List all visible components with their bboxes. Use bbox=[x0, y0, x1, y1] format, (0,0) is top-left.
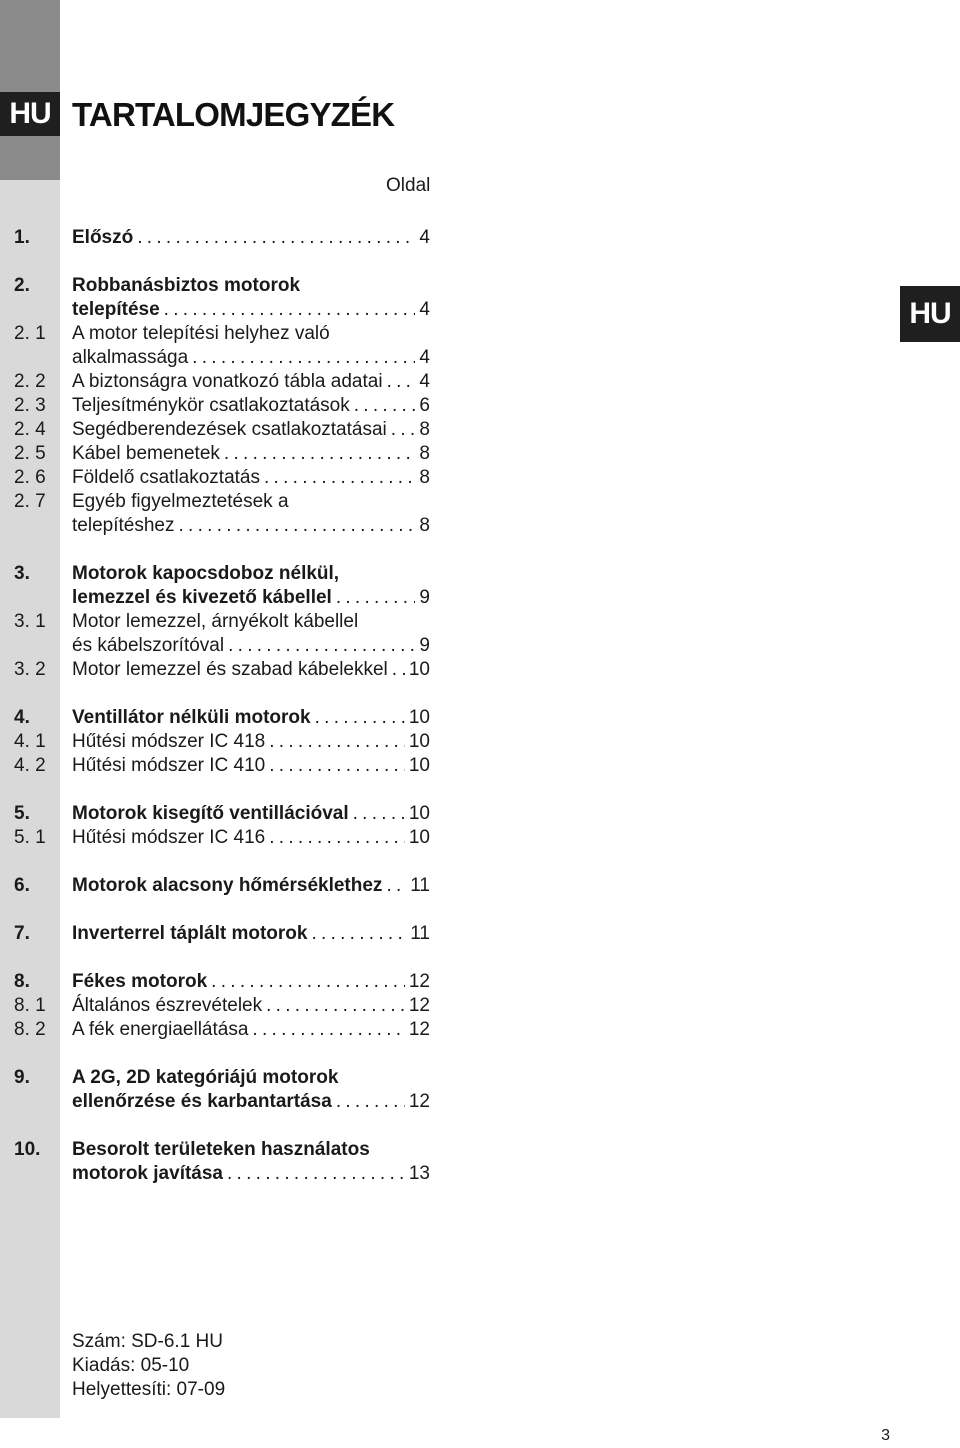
toc-entry-number: 8. bbox=[14, 971, 30, 992]
toc-line bbox=[0, 754, 440, 778]
page-column-label: Oldal bbox=[386, 175, 431, 196]
toc-entry[interactable] bbox=[72, 370, 430, 394]
toc-entry-title: telepítése bbox=[72, 299, 160, 320]
toc-entry-title: Robbanásbiztos motorok bbox=[72, 275, 301, 296]
toc-page-number: 9 bbox=[419, 587, 430, 608]
toc-page-number: 10 bbox=[408, 659, 430, 680]
dot-leader bbox=[269, 754, 405, 778]
dot-leader bbox=[311, 922, 406, 946]
toc-line bbox=[0, 322, 440, 346]
toc-line bbox=[0, 490, 440, 514]
page-number: 3 bbox=[881, 1427, 890, 1444]
toc-line bbox=[0, 274, 440, 298]
dot-leader bbox=[354, 394, 416, 418]
toc-page-number: 9 bbox=[419, 635, 430, 656]
toc-entry-title: Ventillátor nélküli motorok bbox=[72, 707, 311, 728]
toc-entry[interactable] bbox=[72, 706, 430, 730]
dot-leader bbox=[266, 994, 405, 1018]
toc-page-number: 12 bbox=[408, 1091, 430, 1112]
toc-entry-number: 4. bbox=[14, 707, 30, 728]
toc-entry-number: 2. 2 bbox=[14, 371, 46, 392]
toc-entry-title: Hűtési módszer IC 416 bbox=[72, 827, 266, 848]
sidebar-strip-mid bbox=[0, 136, 60, 180]
toc-entry[interactable] bbox=[72, 1090, 430, 1114]
toc-line bbox=[0, 610, 440, 634]
toc-entry-number: 3. bbox=[14, 563, 30, 584]
dot-leader bbox=[264, 466, 415, 490]
toc-entry-number: 5. bbox=[14, 803, 30, 824]
toc-page-number: 8 bbox=[419, 443, 430, 464]
toc-line bbox=[0, 514, 440, 538]
toc-line bbox=[0, 970, 440, 994]
dot-leader bbox=[137, 226, 415, 250]
toc-entry[interactable] bbox=[72, 610, 430, 634]
toc-entry[interactable] bbox=[72, 994, 430, 1018]
dot-leader bbox=[192, 346, 415, 370]
dot-leader bbox=[387, 370, 416, 394]
toc-entry-number: 1. bbox=[14, 227, 30, 248]
toc-line bbox=[0, 1090, 440, 1114]
toc-page-number: 12 bbox=[408, 971, 430, 992]
dot-leader bbox=[353, 802, 405, 826]
dot-leader bbox=[269, 826, 405, 850]
toc-entry[interactable] bbox=[72, 1018, 430, 1042]
toc-page-number: 4 bbox=[419, 299, 430, 320]
toc-entry[interactable] bbox=[72, 1162, 430, 1186]
toc-page-number: 10 bbox=[408, 827, 430, 848]
replaces: Helyettesíti: 07-09 bbox=[72, 1379, 226, 1400]
toc-entry-title: Inverterrel táplált motorok bbox=[72, 923, 308, 944]
toc-entry[interactable] bbox=[72, 514, 430, 538]
toc-entry[interactable] bbox=[72, 730, 430, 754]
toc-page-number: 4 bbox=[419, 347, 430, 368]
language-badge: HU bbox=[0, 92, 60, 136]
toc-line bbox=[0, 562, 440, 586]
toc-entry-title: Motorok alacsony hőmérséklethez bbox=[72, 875, 383, 896]
toc-entry-title: Motor lemezzel és szabad kábelekkel bbox=[72, 659, 388, 680]
toc-entry-number: 2. 7 bbox=[14, 491, 46, 512]
toc-page-number: 11 bbox=[410, 875, 430, 896]
dot-leader bbox=[392, 658, 405, 682]
dot-leader bbox=[227, 1162, 405, 1186]
toc-page-number: 8 bbox=[419, 515, 430, 536]
toc-entry-number: 3. 2 bbox=[14, 659, 46, 680]
toc-page-number: 4 bbox=[419, 371, 430, 392]
toc-entry[interactable] bbox=[72, 1066, 430, 1090]
dot-leader bbox=[228, 634, 415, 658]
toc-entry-number: 2. 5 bbox=[14, 443, 46, 464]
toc-entry[interactable] bbox=[72, 322, 430, 346]
toc-line bbox=[0, 1018, 440, 1042]
toc-entry-title: A fék energiaellátása bbox=[72, 1019, 249, 1040]
toc-entry[interactable] bbox=[72, 394, 430, 418]
toc-page-number: 10 bbox=[408, 731, 430, 752]
dot-leader bbox=[336, 586, 416, 610]
toc-entry[interactable] bbox=[72, 298, 430, 322]
side-language-badge: HU bbox=[900, 286, 960, 342]
toc-line bbox=[0, 658, 440, 682]
dot-leader bbox=[269, 730, 405, 754]
toc-entry-title: Kábel bemenetek bbox=[72, 443, 220, 464]
toc-entry-title: Motorok kapocsdoboz nélkül, bbox=[72, 563, 340, 584]
dot-leader bbox=[178, 514, 415, 538]
toc-line bbox=[0, 922, 440, 946]
toc-entry-title: telepítéshez bbox=[72, 515, 175, 536]
toc-entry-title: A 2G, 2D kategóriájú motorok bbox=[72, 1067, 339, 1088]
toc-entry-title: Egyéb figyelmeztetések a bbox=[72, 491, 289, 512]
page-title: TARTALOMJEGYZÉK bbox=[72, 96, 395, 133]
toc-entry-title: és kábelszorítóval bbox=[72, 635, 225, 656]
toc-entry-title: Teljesítménykör csatlakoztatások bbox=[72, 395, 350, 416]
toc-page-number: 6 bbox=[419, 395, 430, 416]
toc-line bbox=[0, 874, 440, 898]
toc-entry[interactable] bbox=[72, 970, 430, 994]
toc-entry-title: Előszó bbox=[72, 227, 134, 248]
toc-page-number: 10 bbox=[408, 803, 430, 824]
toc-entry[interactable] bbox=[72, 802, 430, 826]
dot-leader bbox=[164, 298, 416, 322]
toc-page-number: 13 bbox=[408, 1163, 430, 1184]
toc-entry-number: 2. 3 bbox=[14, 395, 46, 416]
toc-entry[interactable] bbox=[72, 634, 430, 658]
dot-leader bbox=[315, 706, 405, 730]
toc-entry-title: A biztonságra vonatkozó tábla adatai bbox=[72, 371, 383, 392]
toc-line bbox=[0, 370, 440, 394]
toc-entry-title: Földelő csatlakoztatás bbox=[72, 467, 260, 488]
dot-leader bbox=[391, 418, 416, 442]
dot-leader bbox=[336, 1090, 405, 1114]
toc-page-number: 12 bbox=[408, 1019, 430, 1040]
toc-line bbox=[0, 226, 440, 250]
toc-line bbox=[0, 802, 440, 826]
toc-entry-title: Általános észrevételek bbox=[72, 995, 263, 1016]
toc-page-number: 10 bbox=[408, 707, 430, 728]
toc-entry-number: 2. 1 bbox=[14, 323, 46, 344]
document-number: Szám: SD-6.1 HU bbox=[72, 1331, 223, 1352]
toc-entry-title: Hűtési módszer IC 418 bbox=[72, 731, 266, 752]
toc-entry-title: motorok javítása bbox=[72, 1163, 223, 1184]
toc-page-number: 11 bbox=[410, 923, 430, 944]
toc-line bbox=[0, 706, 440, 730]
toc-entry-number: 2. 4 bbox=[14, 419, 46, 440]
toc-line bbox=[0, 730, 440, 754]
toc-entry-number: 2. bbox=[14, 275, 30, 296]
toc-entry-number: 3. 1 bbox=[14, 611, 46, 632]
toc-page-number: 8 bbox=[419, 467, 430, 488]
toc-line bbox=[0, 442, 440, 466]
dot-leader bbox=[224, 442, 416, 466]
toc-entry[interactable] bbox=[72, 586, 430, 610]
toc-entry-number: 9. bbox=[14, 1067, 30, 1088]
toc-entry[interactable] bbox=[72, 922, 430, 946]
toc-line bbox=[0, 298, 440, 322]
toc-entry-title: lemezzel és kivezető kábellel bbox=[72, 587, 332, 608]
toc-entry[interactable] bbox=[72, 466, 430, 490]
toc-line bbox=[0, 418, 440, 442]
toc-entry-number: 10. bbox=[14, 1139, 41, 1160]
toc-entry[interactable] bbox=[72, 1138, 430, 1162]
toc-line bbox=[0, 586, 440, 610]
toc-entry-number: 6. bbox=[14, 875, 30, 896]
toc-entry-title: Besorolt területeken használatos bbox=[72, 1139, 370, 1160]
dot-leader bbox=[386, 874, 406, 898]
toc-entry[interactable] bbox=[72, 490, 430, 514]
toc-line bbox=[0, 1066, 440, 1090]
toc-page-number: 12 bbox=[408, 995, 430, 1016]
toc-entry-number: 7. bbox=[14, 923, 30, 944]
toc-entry-number: 4. 1 bbox=[14, 731, 46, 752]
toc-line bbox=[0, 1162, 440, 1186]
toc-entry-number: 8. 1 bbox=[14, 995, 46, 1016]
toc-entry-title: ellenőrzése és karbantartása bbox=[72, 1091, 332, 1112]
toc-entry-title: Motor lemezzel, árnyékolt kábellel bbox=[72, 611, 359, 632]
toc-entry[interactable] bbox=[72, 658, 430, 682]
toc-entry-title: A motor telepítési helyhez való bbox=[72, 323, 330, 344]
toc-entry-number: 8. 2 bbox=[14, 1019, 46, 1040]
toc-line bbox=[0, 1138, 440, 1162]
toc-entry[interactable] bbox=[72, 754, 430, 778]
toc-entry[interactable] bbox=[72, 274, 430, 298]
toc-entry[interactable] bbox=[72, 226, 430, 250]
toc-page-number: 8 bbox=[419, 419, 430, 440]
toc-line bbox=[0, 826, 440, 850]
toc-entry[interactable] bbox=[72, 346, 430, 370]
toc-entry-title: Segédberendezések csatlakoztatásai bbox=[72, 419, 387, 440]
sidebar-strip-top bbox=[0, 0, 60, 92]
toc-entry[interactable] bbox=[72, 874, 430, 898]
toc-line bbox=[0, 394, 440, 418]
dot-leader bbox=[211, 970, 405, 994]
toc-entry[interactable] bbox=[72, 442, 430, 466]
toc-line bbox=[0, 466, 440, 490]
toc-page-number: 10 bbox=[408, 755, 430, 776]
toc-line bbox=[0, 634, 440, 658]
toc-entry[interactable] bbox=[72, 418, 430, 442]
dot-leader bbox=[252, 1018, 404, 1042]
edition: Kiadás: 05-10 bbox=[72, 1355, 190, 1376]
toc-line bbox=[0, 994, 440, 1018]
document-info bbox=[72, 1330, 225, 1402]
toc-entry-title: Motorok kisegítő ventillációval bbox=[72, 803, 349, 824]
toc-entry-number: 5. 1 bbox=[14, 827, 46, 848]
toc-entry-number: 2. 6 bbox=[14, 467, 46, 488]
toc-entry-title: alkalmassága bbox=[72, 347, 189, 368]
toc-entry-number: 4. 2 bbox=[14, 755, 46, 776]
toc-page-number: 4 bbox=[419, 227, 430, 248]
toc-entry-title: Hűtési módszer IC 410 bbox=[72, 755, 266, 776]
toc-entry[interactable] bbox=[72, 562, 430, 586]
toc-line bbox=[0, 346, 440, 370]
toc-entry-title: Fékes motorok bbox=[72, 971, 208, 992]
toc-entry[interactable] bbox=[72, 826, 430, 850]
